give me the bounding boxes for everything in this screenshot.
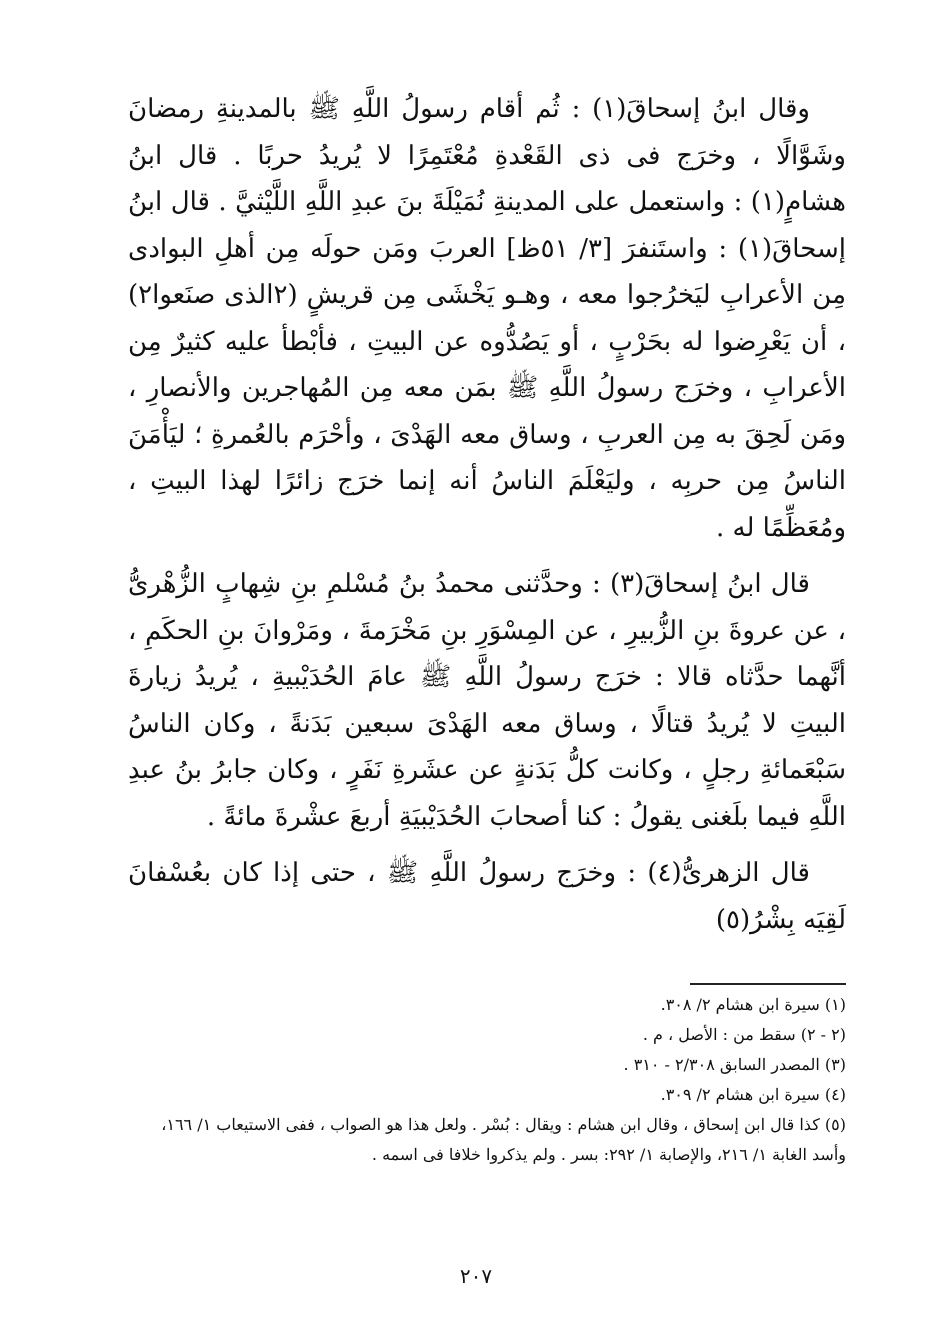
footnote-3: (٣) المصدر السابق ٢/٣٠٨ - ٣١٠ .	[623, 1055, 846, 1074]
footnotes	[128, 990, 846, 1170]
footnote-2: (٢ - ٢) سقط من : الأصل ، م .	[642, 1025, 846, 1044]
paragraph-1: وقال ابنُ إسحاقَ(١) : ثُم أقام رسولُ اللَّهِ ﷺ بالمدينةِ رمضانَ وشَوَّالًا ، وخرَج فى ذى القَعْدةِ مُعْتَمِرًا لا يُريدُ حربًا . قال ابنُ هشامٍ(١) : واستعمل على المدينةِ نُمَيْلَةَ بنَ عبدِ اللَّهِ اللَّيْثيَّ . قال ابنُ إسحاقَ(١) : واستَنفرَ [٣/ ٥١ظ] العربَ ومَن حولَه مِن أهلِ البوادى مِن الأعرابِ ليَخرُجوا معه ، وهـو يَخْشَى مِن قريشٍ (٢الذى صنَعوا٢) ، أن يَعْرِضوا له بحَرْبٍ ، أو يَصُدُّوه عن البيتِ ، فأبْطأ عليه كثيرٌ مِن الأعرابِ ، وخرَج رسولُ اللَّهِ ﷺ بمَن معه مِن المُهاجرين والأنصارِ ، ومَن لَحِقَ به مِن العربِ ، وساق معه الهَدْىَ ، وأحْرَم بالعُمرةِ ؛ ليَأْمَنَ الناسُ مِن حربِه ، وليَعْلَمَ الناسُ أنه إنما خرَج زائرًا لهذا البيتِ ، ومُعَظِّمًا له .	[128, 94, 847, 543]
main-text	[128, 86, 846, 943]
page-number: ٢٠٧	[459, 1264, 493, 1288]
paragraph-3: قال الزهرىُّ(٤) : وخرَج رسولُ اللَّهِ ﷺ ، حتى إذا كان بعُسْفانَ لَقِيَه بِشْرُ(٥)	[128, 858, 846, 935]
footnote-1: (١) سيرة ابن هشام ٢/ ٣٠٨.	[660, 995, 846, 1014]
footnote-4: (٤) سيرة ابن هشام ٢/ ٣٠٩.	[660, 1085, 846, 1104]
footnote-divider	[690, 983, 846, 985]
footnote-5: (٥) كذا قال ابن إسحاق ، وقال ابن هشام : ويقال : بُسْر . ولعل هذا هو الصواب ، ففى الاستيعاب ١/ ١٦٦، وأسد الغابة ١/ ٢١٦، والإصابة ١/ ٢٩٢: بسر . ولم يذكروا خلافا فى اسمه .	[161, 1115, 846, 1164]
paragraph-2: قال ابنُ إسحاقَ(٣) : وحدَّثنى محمدُ بنُ مُسْلمِ بنِ شِهابٍ الزُّهْرىُّ ، عن عروةَ بنِ الزُّبيرِ ، عن المِسْوَرِ بنِ مَخْرَمةَ ، ومَرْوانَ بنِ الحكَمِ ، أنَّهما حدَّثاه قالا : خرَج رسولُ اللَّهِ ﷺ عامَ الحُدَيْبيةِ ، يُريدُ زيارةَ البيتِ لا يُريدُ قتالًا ، وساق معه الهَدْىَ سبعين بَدَنةً ، وكان الناسُ سَبْعَمائةِ رجلٍ ، وكانت كلُّ بَدَنةٍ عن عشَرةِ نَفَرٍ ، وكان جابرُ بنُ عبدِ اللَّهِ فيما بلَغنى يقولُ : كنا أصحابَ الحُدَيْبيَةِ أربعَ عشْرةَ مائةً .	[128, 569, 846, 832]
